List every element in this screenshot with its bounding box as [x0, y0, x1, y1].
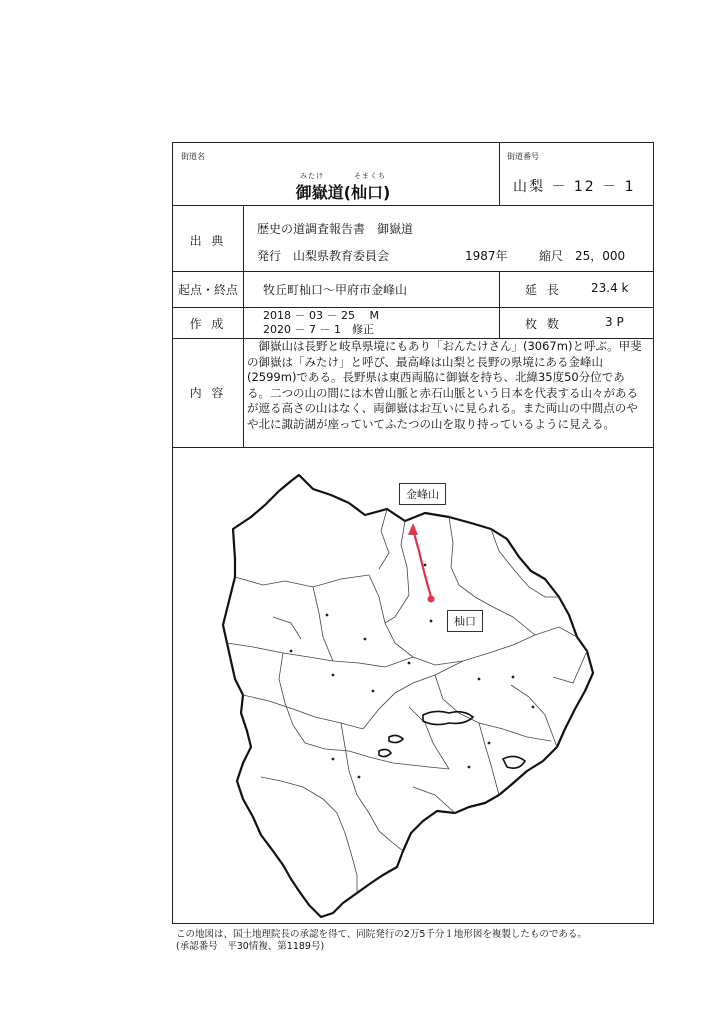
source-title: 歴史の道調査報告書 御嶽道	[257, 222, 414, 236]
content-text: 御嶽山は長野と岐阜県境にもあり「おんたけさん」(3067m)と呼ぶ。甲斐の御嶽は「みたけ」と呼び、最高峰は山梨と長野の県境にある金峰山(2599m)である。長野県は東西両脇に御嶽を持ち、北緯35度50分位である。二つの山の間には木曽山脈と赤石山脈という日本を代表する山々があるが遮る高さの山はなく、両御嶽はお互いに見られる。また両山の中間点のやや北に諏訪湖が座っていてふたつの山を取り持っているように見える。	[247, 339, 642, 431]
summit-label: 金峰山	[399, 483, 446, 505]
route-arrowhead	[408, 523, 418, 535]
start-label: 杣口	[447, 610, 483, 632]
source-year: 1987年	[465, 249, 508, 263]
footer-note	[176, 929, 587, 953]
page-title-block	[283, 171, 403, 203]
row-divider	[173, 271, 653, 272]
prefecture-outline	[223, 475, 593, 917]
created-date: 2018 － 03 － 25 M	[263, 309, 379, 322]
record-sheet	[172, 142, 654, 924]
col-divider	[243, 205, 244, 447]
row-divider	[173, 205, 653, 206]
created-label: 作 成	[189, 317, 227, 331]
length-value: 23.4 k	[591, 281, 629, 295]
route-label: 起点・終点	[177, 283, 238, 297]
col-divider	[499, 143, 500, 205]
road-name-label: 街道名	[181, 152, 205, 161]
page-title: 御嶽道(杣口)	[295, 183, 391, 202]
source-scale: 縮尺 25，000	[539, 249, 626, 263]
revised-date: 2020 － 7 － 1 修正	[263, 323, 374, 336]
col-divider	[499, 271, 500, 338]
route-value: 牧丘町杣口～甲府市金峰山	[263, 283, 408, 297]
road-number-label: 街道番号	[507, 152, 539, 161]
municipal-boundaries	[227, 509, 587, 893]
lakes	[379, 711, 525, 768]
settlement-dots	[290, 564, 535, 779]
footer-line-1: この地図は、国土地理院長の承認を得て、同院発行の2万5千分１地形図を複製したものである。	[176, 929, 587, 940]
footer-line-2: (承認番号 平30情複、第1189号)	[176, 941, 325, 952]
title-ruby: みたけ そまくち	[300, 172, 386, 180]
content-label: 内 容	[189, 386, 227, 400]
start-point-marker	[428, 596, 435, 603]
pages-value: 3 P	[605, 315, 624, 329]
road-number: 山梨 － 12 － 1	[513, 179, 636, 195]
pages-label: 枚 数	[525, 317, 562, 331]
length-label: 延 長	[525, 283, 562, 297]
source-publisher: 発行 山梨県教育委員会	[257, 249, 390, 263]
row-divider	[173, 307, 653, 308]
route-line	[413, 529, 431, 597]
source-label: 出 典	[189, 234, 227, 248]
yamanashi-map	[173, 447, 653, 923]
